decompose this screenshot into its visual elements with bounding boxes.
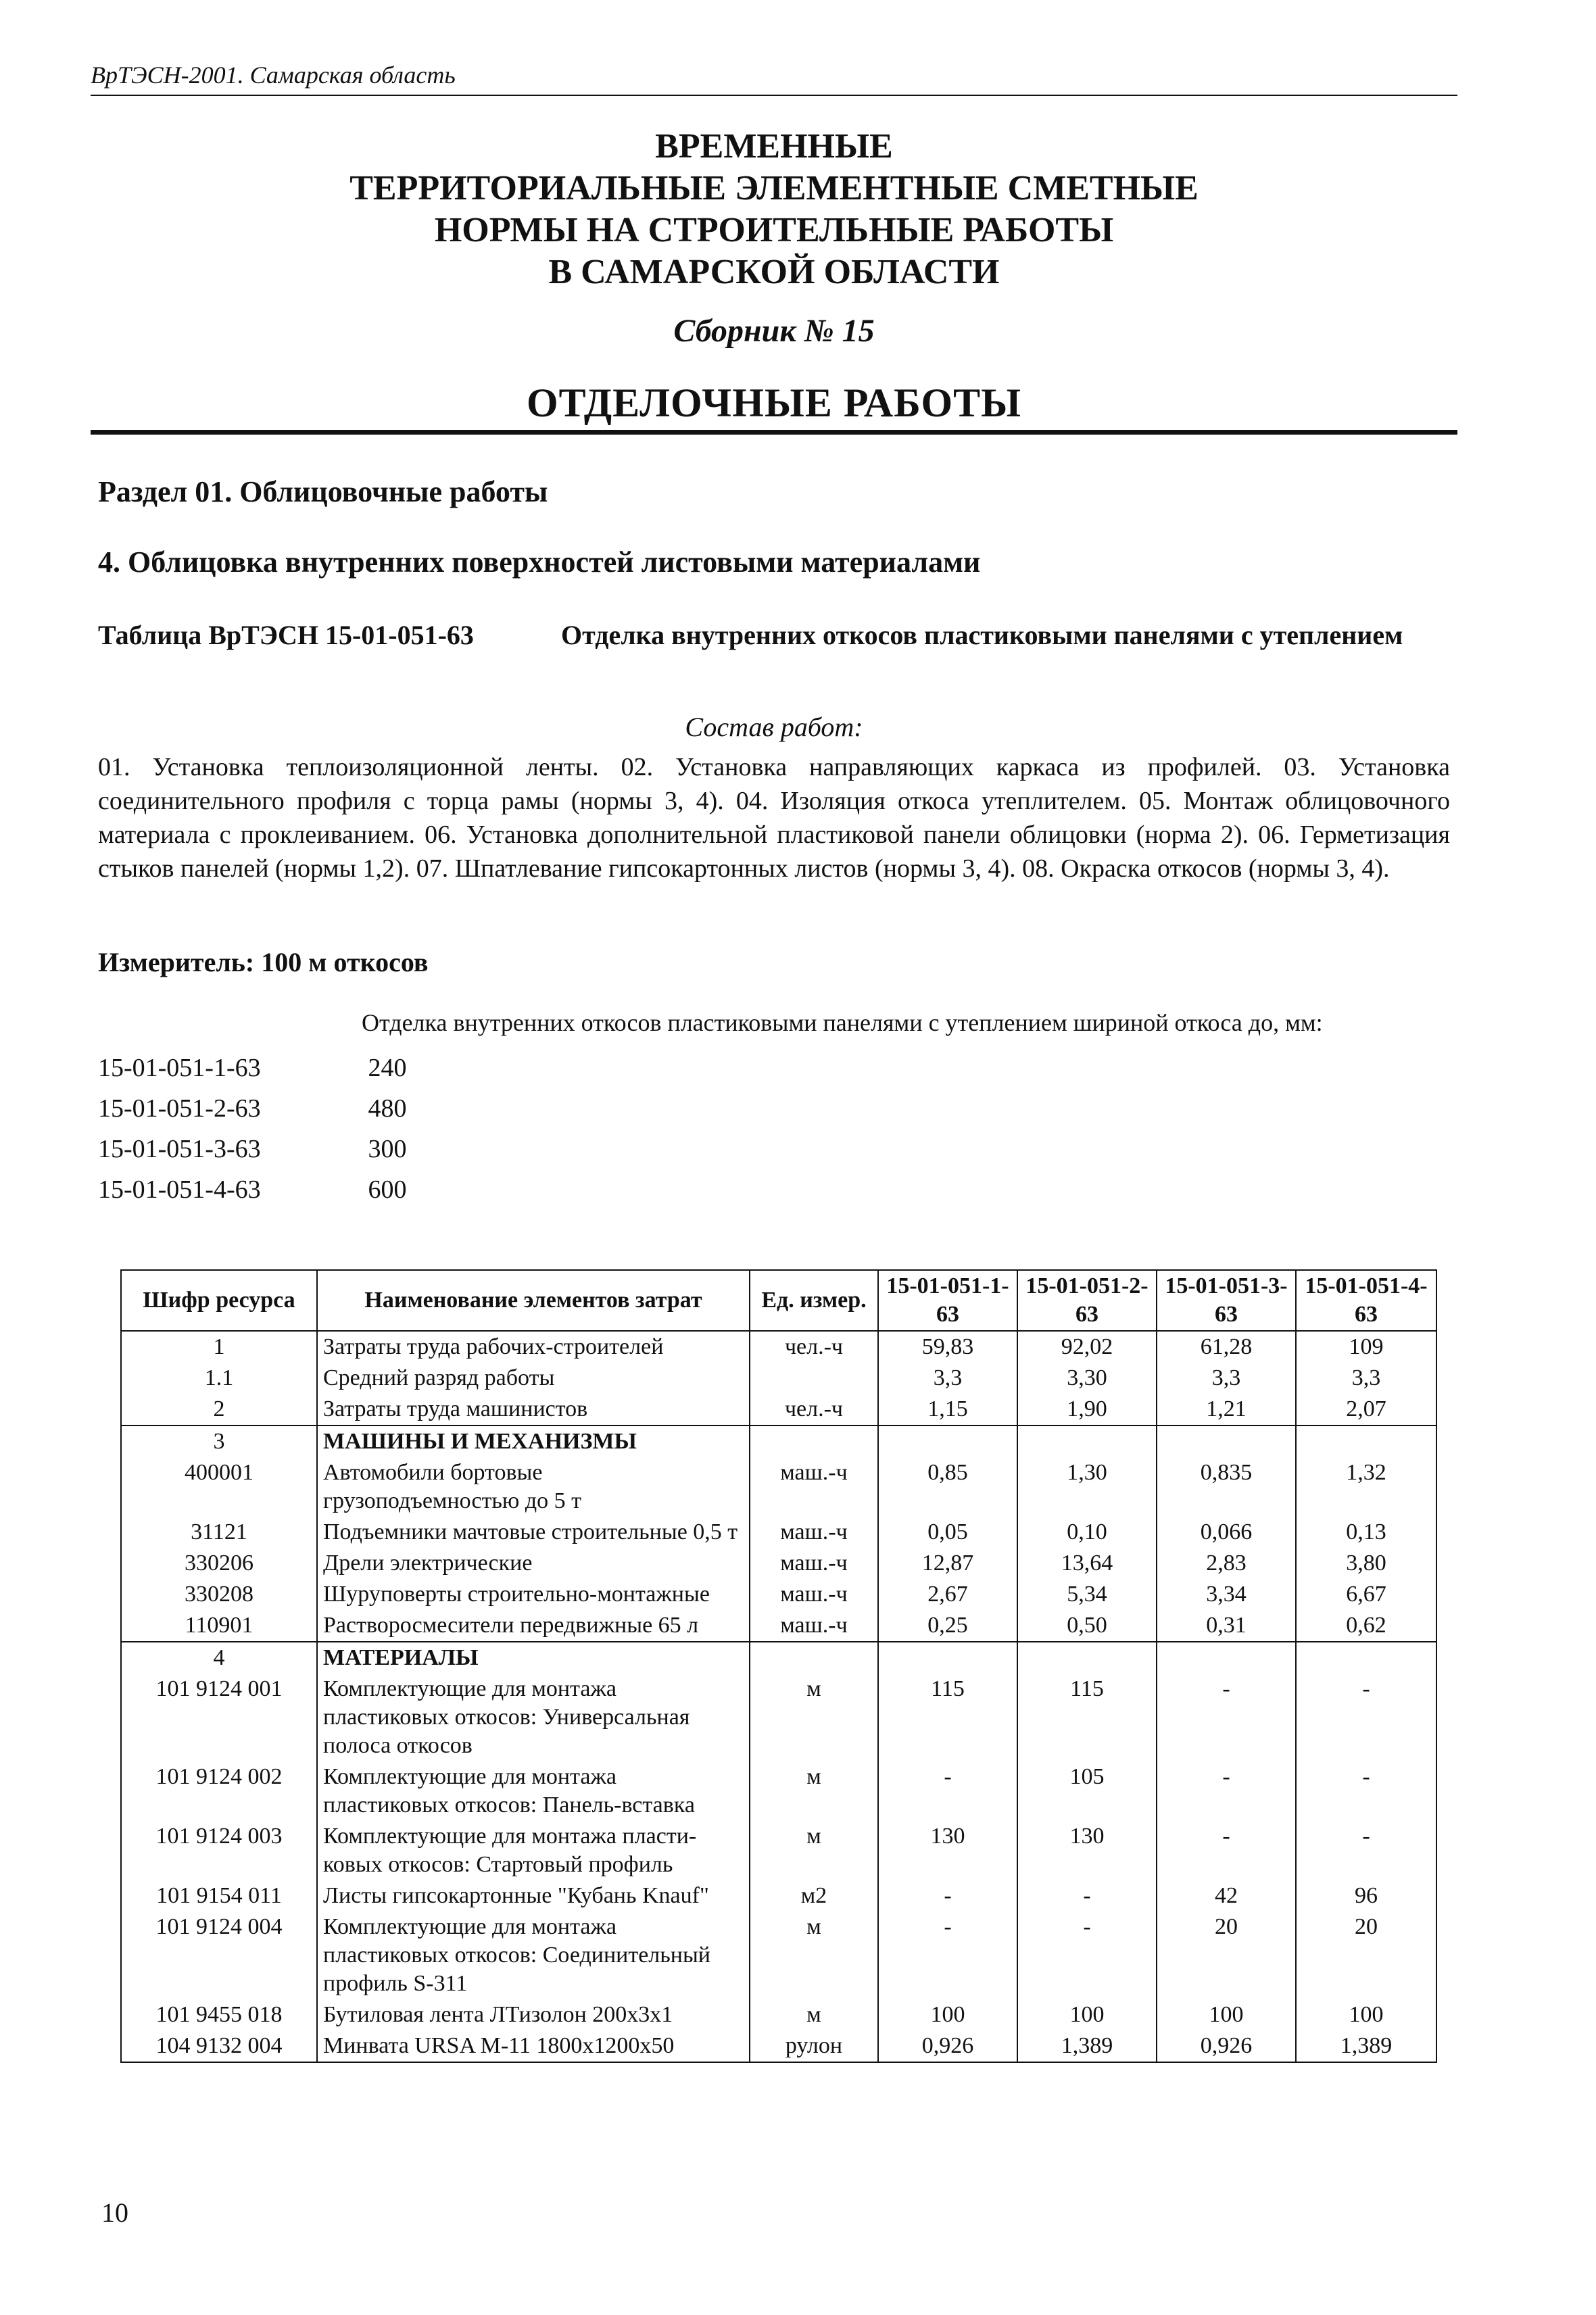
table-cell: 0,835 — [1157, 1457, 1296, 1517]
column-header: Шифр ресурса — [121, 1270, 317, 1331]
table-cell: 0,05 — [878, 1517, 1017, 1548]
table-cell — [1157, 1642, 1296, 1674]
variant-row — [98, 1129, 407, 1169]
variant-row — [98, 1088, 407, 1129]
table-cell: 0,066 — [1157, 1517, 1296, 1548]
variant-code: 15-01-051-4-63 — [98, 1175, 261, 1204]
table-cell: 104 9132 004 — [121, 2030, 317, 2062]
table-cell: - — [1157, 1674, 1296, 1761]
table-cell: 110901 — [121, 1610, 317, 1642]
table-row — [121, 1674, 1436, 1761]
table-cell: Средний разряд работы — [317, 1363, 750, 1394]
table-cell — [750, 1425, 878, 1457]
table-cell: 42 — [1157, 1880, 1296, 1911]
table-cell — [750, 1642, 878, 1674]
table-cell: 2,07 — [1296, 1394, 1436, 1425]
page-number: 10 — [101, 2197, 128, 2228]
table-cell: Комплектующие для монтажа пластиковых откосов: Универсальная полоса откосов — [317, 1674, 750, 1761]
title-line: НОРМЫ НА СТРОИТЕЛЬНЫЕ РАБОТЫ — [434, 211, 1114, 249]
table-cell: 3,30 — [1017, 1363, 1157, 1394]
table-row — [121, 2030, 1436, 2062]
table-cell: Минвата URSA М-11 1800х1200х50 — [317, 2030, 750, 2062]
table-cell: - — [878, 1880, 1017, 1911]
table-cell: 0,50 — [1017, 1610, 1157, 1642]
table-cell: 0,62 — [1296, 1610, 1436, 1642]
section-heading: Раздел 01. Облицовочные работы — [98, 475, 548, 508]
table-row — [121, 1911, 1436, 1999]
cost-table — [120, 1269, 1437, 2063]
subsection-heading: 4. Облицовка внутренних поверхностей листовыми материалами — [98, 545, 981, 579]
table-cell — [1017, 1642, 1157, 1674]
table-cell: 330208 — [121, 1579, 317, 1610]
title-line: ТЕРРИТОРИАЛЬНЫЕ ЭЛЕМЕНТНЫЕ СМЕТНЫЕ — [349, 169, 1199, 208]
table-cell: м — [750, 1911, 878, 1999]
variants-heading: Отделка внутренних откосов пластиковыми панелями с утеплением шириной откоса до, мм: — [362, 1009, 1323, 1036]
table-cell: 1,15 — [878, 1394, 1017, 1425]
variants-list — [98, 1048, 407, 1210]
table-code: Таблица ВрТЭСН 15-01-051-63 — [98, 620, 474, 650]
composition-title: Состав работ: — [685, 712, 863, 742]
table-cell: 101 9455 018 — [121, 1999, 317, 2030]
table-row — [121, 1548, 1436, 1579]
table-row — [121, 1610, 1436, 1642]
composition-text: 01. Установка теплоизоляционной ленты. 02. Установка направляющих каркаса из профилей. 03. Установка соединительного профиля с торца рамы (нормы 3, 4). 04. Изоляция откоса утеплителем. 05. Монтаж облицовочного материала с проклеиванием. 06. Установка дополнительной пластиковой панели облицовки (норма 2). 06. Герметизация стыков панелей (нормы 1,2). 07. Шпатлевание гипсокартонных листов (нормы 3, 4). 08. Окраска откосов (нормы 3, 4). — [98, 753, 1450, 883]
table-cell: 100 — [1017, 1999, 1157, 2030]
table-row — [121, 1425, 1436, 1457]
table-cell: 1,389 — [1296, 2030, 1436, 2062]
table-cell: Дрели электрические — [317, 1548, 750, 1579]
table-cell: 1 — [121, 1331, 317, 1363]
table-cell: 0,85 — [878, 1457, 1017, 1517]
table-cell: чел.-ч — [750, 1394, 878, 1425]
title-line: В САМАРСКОЙ ОБЛАСТИ — [548, 253, 1000, 291]
variant-code: 15-01-051-1-63 — [98, 1054, 261, 1082]
title-line: ВРЕМЕННЫЕ — [655, 127, 893, 166]
table-cell: 96 — [1296, 1880, 1436, 1911]
table-cell: - — [1296, 1761, 1436, 1821]
table-cell: 1,90 — [1017, 1394, 1157, 1425]
variant-value: 480 — [368, 1094, 407, 1123]
column-header: Наименование элементов затрат — [317, 1270, 750, 1331]
table-cell: 92,02 — [1017, 1331, 1157, 1363]
table-cell: 3,3 — [1296, 1363, 1436, 1394]
table-cell: Бутиловая лента ЛТизолон 200х3х1 — [317, 1999, 750, 2030]
table-cell — [750, 1363, 878, 1394]
table-cell: м — [750, 1674, 878, 1761]
table-cell: Листы гипсокартонные "Кубань Knauf" — [317, 1880, 750, 1911]
table-cell: 3,3 — [878, 1363, 1017, 1394]
table-cell: 0,13 — [1296, 1517, 1436, 1548]
table-cell: - — [1296, 1821, 1436, 1880]
table-cell: чел.-ч — [750, 1331, 878, 1363]
table-cell — [878, 1642, 1017, 1674]
table-cell: - — [1017, 1880, 1157, 1911]
variant-value: 300 — [368, 1135, 407, 1163]
variant-code: 15-01-051-3-63 — [98, 1135, 261, 1163]
table-cell: 115 — [1017, 1674, 1157, 1761]
table-cell: Затраты труда рабочих-строителей — [317, 1331, 750, 1363]
table-row — [121, 1642, 1436, 1674]
table-cell: 101 9124 004 — [121, 1911, 317, 1999]
table-cell: 105 — [1017, 1761, 1157, 1821]
table-cell: 2,67 — [878, 1579, 1017, 1610]
table-cell: МАШИНЫ И МЕХАНИЗМЫ — [317, 1425, 750, 1457]
table-cell: 20 — [1296, 1911, 1436, 1999]
table-cell: 100 — [1296, 1999, 1436, 2030]
table-cell — [1017, 1425, 1157, 1457]
table-cell: маш.-ч — [750, 1579, 878, 1610]
column-header: 15-01-051-2-63 — [1017, 1270, 1157, 1331]
table-cell: 330206 — [121, 1548, 317, 1579]
work-title: ОТДЕЛОЧНЫЕ РАБОТЫ — [526, 381, 1022, 425]
table-row — [121, 1517, 1436, 1548]
column-header: Ед. измер. — [750, 1270, 878, 1331]
table-cell — [1296, 1425, 1436, 1457]
table-row — [121, 1579, 1436, 1610]
table-cell: м — [750, 1999, 878, 2030]
table-cell: 31121 — [121, 1517, 317, 1548]
table-row — [121, 1457, 1436, 1517]
measure-unit: Измеритель: 100 м откосов — [98, 947, 429, 977]
table-cell: 1,30 — [1017, 1457, 1157, 1517]
table-cell: 101 9124 003 — [121, 1821, 317, 1880]
table-cell — [1296, 1642, 1436, 1674]
table-cell: 101 9124 002 — [121, 1761, 317, 1821]
table-cell: - — [878, 1911, 1017, 1999]
table-cell: маш.-ч — [750, 1457, 878, 1517]
variant-value: 600 — [368, 1175, 407, 1204]
table-cell: - — [1157, 1821, 1296, 1880]
table-cell: 3 — [121, 1425, 317, 1457]
table-cell: Комплектующие для монтажа пластиковых откосов: Панель-вставка — [317, 1761, 750, 1821]
table-cell: Автомобили бортовые грузоподъемностью до 5 т — [317, 1457, 750, 1517]
table-cell: 130 — [1017, 1821, 1157, 1880]
header-rule — [91, 95, 1457, 96]
table-cell: маш.-ч — [750, 1548, 878, 1579]
table-cell: Подъемники мачтовые строительные 0,5 т — [317, 1517, 750, 1548]
table-cell: 20 — [1157, 1911, 1296, 1999]
table-cell: 13,64 — [1017, 1548, 1157, 1579]
table-cell: 3,3 — [1157, 1363, 1296, 1394]
table-row — [121, 1999, 1436, 2030]
table-cell: - — [1296, 1674, 1436, 1761]
table-cell: 1,389 — [1017, 2030, 1157, 2062]
table-cell: МАТЕРИАЛЫ — [317, 1642, 750, 1674]
table-cell: - — [1017, 1911, 1157, 1999]
table-cell: 1,32 — [1296, 1457, 1436, 1517]
collection-number: Сборник № 15 — [673, 313, 875, 349]
table-cell: 0,926 — [1157, 2030, 1296, 2062]
table-cell: Шуруповерты строительно-монтажные — [317, 1579, 750, 1610]
table-cell: 2 — [121, 1394, 317, 1425]
column-header: 15-01-051-3-63 — [1157, 1270, 1296, 1331]
column-header: 15-01-051-1-63 — [878, 1270, 1017, 1331]
table-cell: 12,87 — [878, 1548, 1017, 1579]
table-cell: 1.1 — [121, 1363, 317, 1394]
table-cell: 3,80 — [1296, 1548, 1436, 1579]
table-cell: 100 — [1157, 1999, 1296, 2030]
table-cell: 100 — [878, 1999, 1017, 2030]
table-row — [121, 1761, 1436, 1821]
table-cell: м — [750, 1761, 878, 1821]
table-cell: 115 — [878, 1674, 1017, 1761]
table-cell: 61,28 — [1157, 1331, 1296, 1363]
table-header-row — [121, 1270, 1436, 1331]
table-cell: - — [1157, 1761, 1296, 1821]
variant-row — [98, 1048, 407, 1088]
table-cell: 3,34 — [1157, 1579, 1296, 1610]
table-cell: Комплектующие для монтажа пласти-ковых откосов: Стартовый профиль — [317, 1821, 750, 1880]
table-cell: Растворосмесители передвижные 65 л — [317, 1610, 750, 1642]
table-description: Отделка внутренних откосов пластиковыми панелями с утеплением — [561, 620, 1403, 650]
table-cell: - — [878, 1761, 1017, 1821]
table-row — [121, 1394, 1436, 1425]
table-row — [121, 1821, 1436, 1880]
table-cell: 0,31 — [1157, 1610, 1296, 1642]
document-title — [91, 126, 1457, 293]
table-cell: Затраты труда машинистов — [317, 1394, 750, 1425]
table-cell: 109 — [1296, 1331, 1436, 1363]
table-cell — [878, 1425, 1017, 1457]
table-cell: маш.-ч — [750, 1517, 878, 1548]
table-cell: 101 9154 011 — [121, 1880, 317, 1911]
table-cell: рулон — [750, 2030, 878, 2062]
variant-value: 240 — [368, 1054, 407, 1082]
table-cell: 2,83 — [1157, 1548, 1296, 1579]
table-cell: м — [750, 1821, 878, 1880]
table-cell: 1,21 — [1157, 1394, 1296, 1425]
table-row — [121, 1331, 1436, 1363]
column-header: 15-01-051-4-63 — [1296, 1270, 1436, 1331]
table-cell: 400001 — [121, 1457, 317, 1517]
table-cell: 101 9124 001 — [121, 1674, 317, 1761]
table-cell: 0,25 — [878, 1610, 1017, 1642]
table-row — [121, 1363, 1436, 1394]
table-row — [121, 1880, 1436, 1911]
table-body — [121, 1331, 1436, 2062]
table-cell: 6,67 — [1296, 1579, 1436, 1610]
table-cell: 0,926 — [878, 2030, 1017, 2062]
variant-row — [98, 1169, 407, 1210]
table-cell: маш.-ч — [750, 1610, 878, 1642]
table-cell — [1157, 1425, 1296, 1457]
variant-code: 15-01-051-2-63 — [98, 1094, 261, 1123]
table-cell: 0,10 — [1017, 1517, 1157, 1548]
table-cell: 5,34 — [1017, 1579, 1157, 1610]
table-cell: м2 — [750, 1880, 878, 1911]
table-cell: 59,83 — [878, 1331, 1017, 1363]
title-rule — [91, 430, 1457, 435]
table-cell: 130 — [878, 1821, 1017, 1880]
table-cell: Комплектующие для монтажа пластиковых откосов: Соединительный профиль S-311 — [317, 1911, 750, 1999]
table-cell: 4 — [121, 1642, 317, 1674]
running-header: ВрТЭСН-2001. Самарская область — [91, 62, 456, 89]
